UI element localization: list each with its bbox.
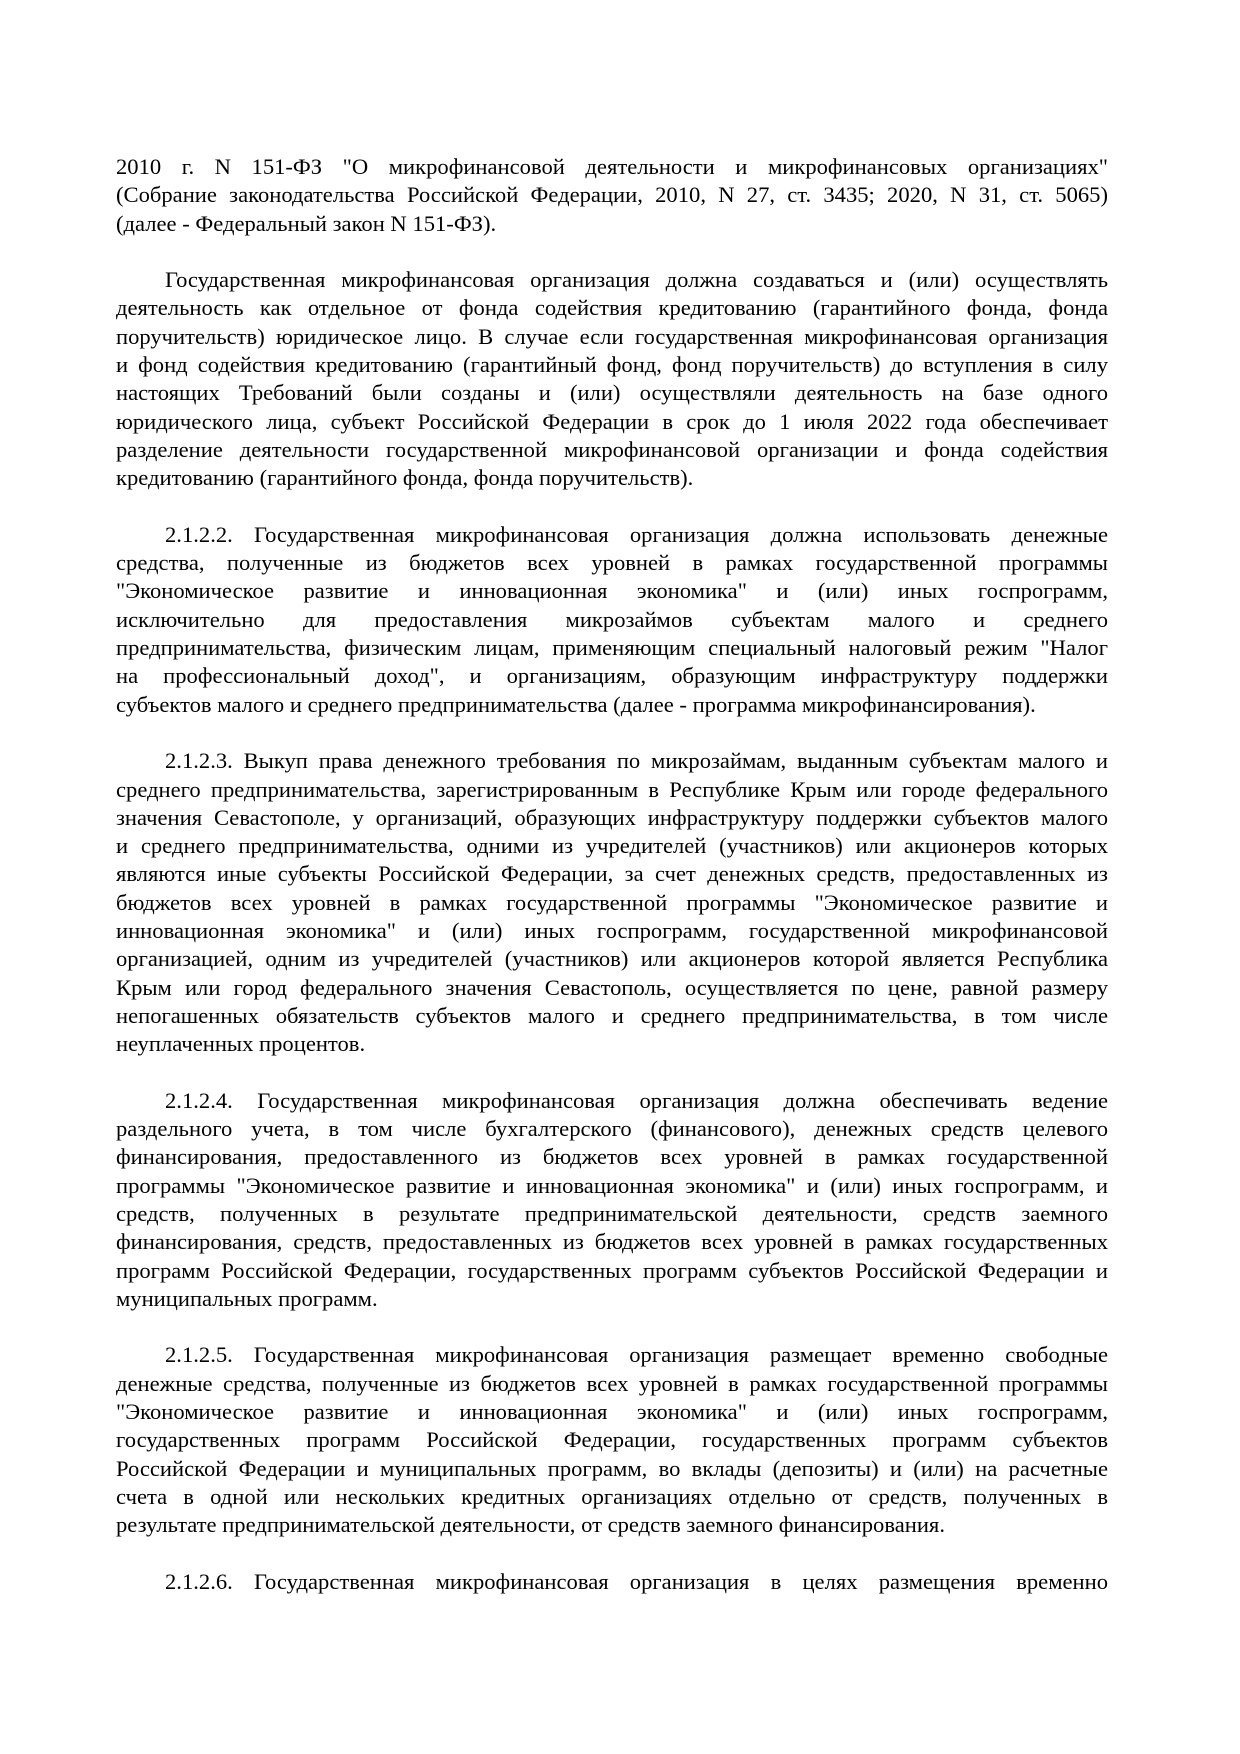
text-line: бюджетов всех уровней в рамках государственной программы "Экономическое развитие и xyxy=(116,889,1108,915)
text-line: среднего предпринимательства, зарегистрированным в Республике Крым или городе федерального xyxy=(116,776,1108,802)
text-line: муниципальных программ. xyxy=(116,1285,378,1311)
text-line: 2.1.2.2. Государственная микрофинансовая организация должна использовать денежные xyxy=(165,521,1108,547)
text-line: 2.1.2.5. Государственная микрофинансовая организация размещает временно свободные xyxy=(165,1342,1108,1368)
text-line: средств, полученных в результате предпринимательской деятельности, средств заемного xyxy=(116,1200,1108,1226)
paragraph xyxy=(116,1568,1108,1596)
text-line: Российской Федерации и муниципальных программ, во вклады (депозиты) и (или) на расчетные xyxy=(116,1455,1108,1481)
text-line: финансирования, средств, предоставленных из бюджетов всех уровней в рамках государственных xyxy=(116,1229,1108,1255)
text-line: Крым или город федерального значения Севастополь, осуществляется по цене, равной размеру xyxy=(116,974,1108,1000)
text-line: являются иные субъекты Российской Федерации, за счет денежных средств, предоставленных из xyxy=(116,861,1108,887)
text-line: 2.1.2.3. Выкуп права денежного требования по микрозаймам, выданным субъектам малого и xyxy=(165,748,1108,774)
text-line: разделение деятельности государственной микрофинансовой организации и фонда содействия xyxy=(116,436,1108,462)
text-line: "Экономическое развитие и инновационная экономика" и (или) иных госпрограмм, xyxy=(116,578,1108,604)
text-line: денежные средства, полученные из бюджетов всех уровней в рамках государственной программы xyxy=(116,1370,1108,1396)
paragraph xyxy=(116,521,1108,719)
text-line: предпринимательства, физическим лицам, применяющим специальный налоговый режим "Налог xyxy=(116,635,1108,661)
text-line: и фонд содействия кредитованию (гарантийный фонд, фонд поручительств) до вступления в силу xyxy=(116,352,1108,378)
text-line: результате предпринимательской деятельности, от средств заемного финансирования. xyxy=(116,1512,945,1538)
text-line: программы "Экономическое развитие и инновационная экономика" и (или) иных госпрограмм, и xyxy=(116,1172,1108,1198)
text-line: 2.1.2.4. Государственная микрофинансовая организация должна обеспечивать ведение xyxy=(165,1087,1108,1113)
text-line: финансирования, предоставленного из бюджетов всех уровней в рамках государственной xyxy=(116,1144,1108,1170)
paragraph xyxy=(116,747,1108,1058)
paragraph xyxy=(116,153,1108,238)
text-line: организацией, одним из учредителей (участников) или акционеров которой является Республика xyxy=(116,946,1108,972)
text-line: 2.1.2.6. Государственная микрофинансовая организация в целях размещения временно xyxy=(165,1568,1108,1594)
text-line: инновационная экономика" и (или) иных госпрограмм, государственной микрофинансовой xyxy=(116,918,1108,944)
paragraph xyxy=(116,1341,1108,1539)
document-body xyxy=(116,153,1108,1624)
paragraph xyxy=(116,266,1108,492)
text-line: значения Севастополе, у организаций, образующих инфраструктуру поддержки субъектов малого xyxy=(116,804,1108,830)
text-line: поручительств) юридическое лицо. В случае если государственная микрофинансовая организация xyxy=(116,323,1108,349)
text-line: субъектов малого и среднего предпринимательства (далее - программа микрофинансирования). xyxy=(116,691,1036,717)
text-line: деятельность как отдельное от фонда содействия кредитованию (гарантийного фонда, фонда xyxy=(116,295,1108,321)
text-line: неуплаченных процентов. xyxy=(116,1031,366,1057)
text-line: "Экономическое развитие и инновационная экономика" и (или) иных госпрограмм, xyxy=(116,1399,1108,1425)
text-line: счета в одной или нескольких кредитных организациях отдельно от средств, полученных в xyxy=(116,1483,1108,1509)
text-line: исключительно для предоставления микрозаймов субъектам малого и среднего xyxy=(116,606,1108,632)
text-line: непогашенных обязательств субъектов малого и среднего предпринимательства, в том числе xyxy=(116,1002,1108,1028)
paragraph xyxy=(116,1087,1108,1313)
text-line: программ Российской Федерации, государственных программ субъектов Российской Федерации и xyxy=(116,1257,1108,1283)
text-line: Государственная микрофинансовая организация должна создаваться и (или) осуществлять xyxy=(165,267,1108,293)
text-line: раздельного учета, в том числе бухгалтерского (финансового), денежных средств целевого xyxy=(116,1116,1108,1142)
text-line: (Собрание законодательства Российской Федерации, 2010, N 27, ст. 3435; 2020, N 31, ст. 5065) xyxy=(116,182,1108,208)
text-line: юридического лица, субъект Российской Федерации в срок до 1 июля 2022 года обеспечивает xyxy=(116,408,1108,434)
text-line: кредитованию (гарантийного фонда, фонда поручительств). xyxy=(116,465,694,491)
text-line: 2010 г. N 151-ФЗ "О микрофинансовой деятельности и микрофинансовых организациях" xyxy=(116,154,1108,179)
text-line: (далее - Федеральный закон N 151-ФЗ). xyxy=(116,210,497,236)
text-line: государственных программ Российской Федерации, государственных программ субъектов xyxy=(116,1427,1108,1453)
text-line: на профессиональный доход", и организациям, образующим инфраструктуру поддержки xyxy=(116,663,1108,689)
text-line: настоящих Требований были созданы и (или) осуществляли деятельность на базе одного xyxy=(116,380,1108,406)
text-line: и среднего предпринимательства, одними из учредителей (участников) или акционеров которых xyxy=(116,833,1108,859)
text-line: средства, полученные из бюджетов всех уровней в рамках государственной программы xyxy=(116,550,1108,576)
